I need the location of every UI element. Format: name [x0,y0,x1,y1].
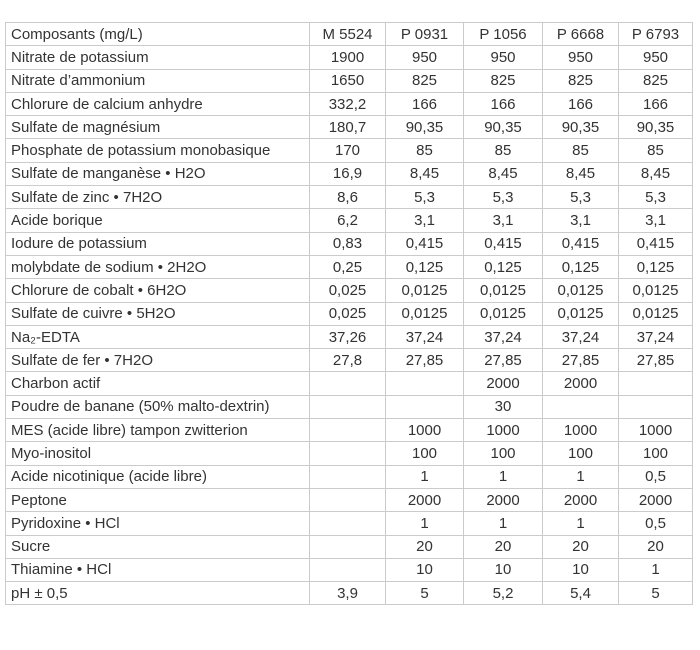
value-cell [310,465,386,488]
value-cell: 5,4 [543,582,619,605]
table-row [6,279,693,302]
value-cell: 1 [619,558,693,581]
value-cell: 27,85 [619,349,693,372]
value-cell: 37,24 [386,325,464,348]
components-table [5,22,693,605]
table-row [6,232,693,255]
table-row [6,116,693,139]
table-row [6,442,693,465]
value-cell [619,372,693,395]
value-cell: 2000 [464,488,543,511]
table-row [6,92,693,115]
table-row [6,209,693,232]
value-cell: 5,3 [464,186,543,209]
table-row [6,325,693,348]
value-cell: 0,0125 [386,302,464,325]
value-cell: 1000 [543,419,619,442]
value-cell: 2000 [386,488,464,511]
value-cell: 1000 [386,419,464,442]
value-cell: 1000 [619,419,693,442]
table-row [6,558,693,581]
component-name-cell: Nitrate d’ammonium [6,69,310,92]
component-name-cell: MES (acide libre) tampon zwitterion [6,419,310,442]
table-row [6,69,693,92]
value-cell: 37,24 [619,325,693,348]
value-cell: 0,0125 [619,302,693,325]
table-row [6,139,693,162]
table-row [6,535,693,558]
value-cell: 85 [619,139,693,162]
table-row [6,419,693,442]
value-cell: 2000 [619,488,693,511]
table-row [6,488,693,511]
value-cell: 166 [386,92,464,115]
component-name-cell: Iodure de potassium [6,232,310,255]
value-cell: 8,45 [464,162,543,185]
value-cell: 2000 [543,372,619,395]
component-name-cell: Myo-inositol [6,442,310,465]
value-cell [386,372,464,395]
value-cell: 5,2 [464,582,543,605]
table-row [6,46,693,69]
value-cell: 27,85 [464,349,543,372]
value-cell: 85 [386,139,464,162]
value-cell: 1 [543,512,619,535]
value-cell: 1 [464,465,543,488]
value-cell: 6,2 [310,209,386,232]
table-row [6,186,693,209]
value-cell: 3,1 [543,209,619,232]
component-name-cell: molybdate de sodium • 2H2O [6,255,310,278]
component-name-cell: Charbon actif [6,372,310,395]
value-cell: 2000 [543,488,619,511]
value-cell: 5,3 [386,186,464,209]
component-name-cell: Peptone [6,488,310,511]
value-cell: 0,5 [619,465,693,488]
value-cell: 8,45 [543,162,619,185]
component-name-cell: Chlorure de calcium anhydre [6,92,310,115]
value-cell: 0,0125 [543,279,619,302]
component-name-cell: Acide nicotinique (acide libre) [6,465,310,488]
value-cell [386,395,464,418]
value-cell: 0,125 [543,255,619,278]
value-cell: 0,0125 [543,302,619,325]
value-cell: 27,8 [310,349,386,372]
value-cell: 0,0125 [619,279,693,302]
value-cell: 0,0125 [464,302,543,325]
value-cell: 166 [619,92,693,115]
value-cell: 20 [386,535,464,558]
component-name-cell: Acide borique [6,209,310,232]
value-cell: 90,35 [543,116,619,139]
header-product-code: M 5524 [310,23,386,46]
value-cell: 1 [464,512,543,535]
value-cell: 0,415 [386,232,464,255]
value-cell: 3,1 [464,209,543,232]
value-cell: 20 [619,535,693,558]
value-cell [310,512,386,535]
table-row [6,162,693,185]
value-cell: 100 [543,442,619,465]
value-cell: 166 [464,92,543,115]
header-product-code: P 6668 [543,23,619,46]
value-cell: 825 [619,69,693,92]
value-cell: 37,24 [464,325,543,348]
value-cell: 10 [386,558,464,581]
value-cell: 1000 [464,419,543,442]
component-name-cell: Nitrate de potassium [6,46,310,69]
value-cell: 27,85 [386,349,464,372]
component-name-cell: Pyridoxine • HCl [6,512,310,535]
table-row [6,512,693,535]
value-cell: 5 [619,582,693,605]
value-cell: 0,5 [619,512,693,535]
table-row [6,582,693,605]
value-cell: 85 [543,139,619,162]
value-cell: 0,415 [464,232,543,255]
value-cell: 27,85 [543,349,619,372]
component-name-cell: Poudre de banane (50% malto-dextrin) [6,395,310,418]
value-cell: 950 [464,46,543,69]
value-cell: 3,9 [310,582,386,605]
table-row [6,302,693,325]
value-cell: 1 [386,465,464,488]
value-cell: 90,35 [619,116,693,139]
value-cell: 0,0125 [386,279,464,302]
value-cell: 3,1 [386,209,464,232]
value-cell: 85 [464,139,543,162]
value-cell: 180,7 [310,116,386,139]
value-cell: 20 [464,535,543,558]
component-name-cell: Na₂-EDTA [6,325,310,348]
value-cell: 37,24 [543,325,619,348]
value-cell: 1 [543,465,619,488]
value-cell: 20 [543,535,619,558]
table-row [6,395,693,418]
value-cell: 0,83 [310,232,386,255]
value-cell: 170 [310,139,386,162]
value-cell [619,395,693,418]
value-cell: 0,125 [386,255,464,278]
component-name-cell: Chlorure de cobalt • 6H2O [6,279,310,302]
value-cell: 8,45 [619,162,693,185]
value-cell [310,395,386,418]
value-cell: 166 [543,92,619,115]
value-cell: 0,125 [619,255,693,278]
value-cell [310,558,386,581]
value-cell: 0,025 [310,302,386,325]
value-cell: 8,45 [386,162,464,185]
value-cell: 3,1 [619,209,693,232]
component-name-cell: Sulfate de magnésium [6,116,310,139]
value-cell [310,419,386,442]
value-cell: 825 [386,69,464,92]
value-cell: 2000 [464,372,543,395]
value-cell [310,442,386,465]
header-product-code: P 1056 [464,23,543,46]
value-cell: 0,415 [543,232,619,255]
value-cell: 100 [464,442,543,465]
value-cell: 0,025 [310,279,386,302]
component-name-cell: Phosphate de potassium monobasique [6,139,310,162]
value-cell [543,395,619,418]
table-row [6,465,693,488]
value-cell: 1 [386,512,464,535]
value-cell: 950 [543,46,619,69]
value-cell: 37,26 [310,325,386,348]
value-cell: 5,3 [619,186,693,209]
component-name-cell: pH ± 0,5 [6,582,310,605]
value-cell: 90,35 [386,116,464,139]
component-name-cell: Sucre [6,535,310,558]
value-cell: 0,0125 [464,279,543,302]
value-cell: 1650 [310,69,386,92]
value-cell: 950 [386,46,464,69]
header-product-code: P 0931 [386,23,464,46]
value-cell [310,488,386,511]
value-cell: 10 [464,558,543,581]
value-cell: 950 [619,46,693,69]
header-row [6,23,693,46]
value-cell: 100 [386,442,464,465]
value-cell: 100 [619,442,693,465]
header-components: Composants (mg/L) [6,23,310,46]
component-name-cell: Sulfate de manganèse • H2O [6,162,310,185]
table-row [6,349,693,372]
table-row [6,372,693,395]
value-cell: 5 [386,582,464,605]
component-name-cell: Sulfate de fer • 7H2O [6,349,310,372]
value-cell: 0,415 [619,232,693,255]
value-cell: 90,35 [464,116,543,139]
value-cell: 5,3 [543,186,619,209]
value-cell: 825 [464,69,543,92]
value-cell: 825 [543,69,619,92]
value-cell: 10 [543,558,619,581]
table-row [6,255,693,278]
value-cell: 0,125 [464,255,543,278]
component-name-cell: Thiamine • HCl [6,558,310,581]
value-cell: 16,9 [310,162,386,185]
value-cell: 332,2 [310,92,386,115]
value-cell: 30 [464,395,543,418]
component-name-cell: Sulfate de zinc • 7H2O [6,186,310,209]
value-cell: 1900 [310,46,386,69]
value-cell: 8,6 [310,186,386,209]
component-name-cell: Sulfate de cuivre • 5H2O [6,302,310,325]
table-body [6,46,693,605]
header-product-code: P 6793 [619,23,693,46]
value-cell: 0,25 [310,255,386,278]
value-cell [310,535,386,558]
value-cell [310,372,386,395]
